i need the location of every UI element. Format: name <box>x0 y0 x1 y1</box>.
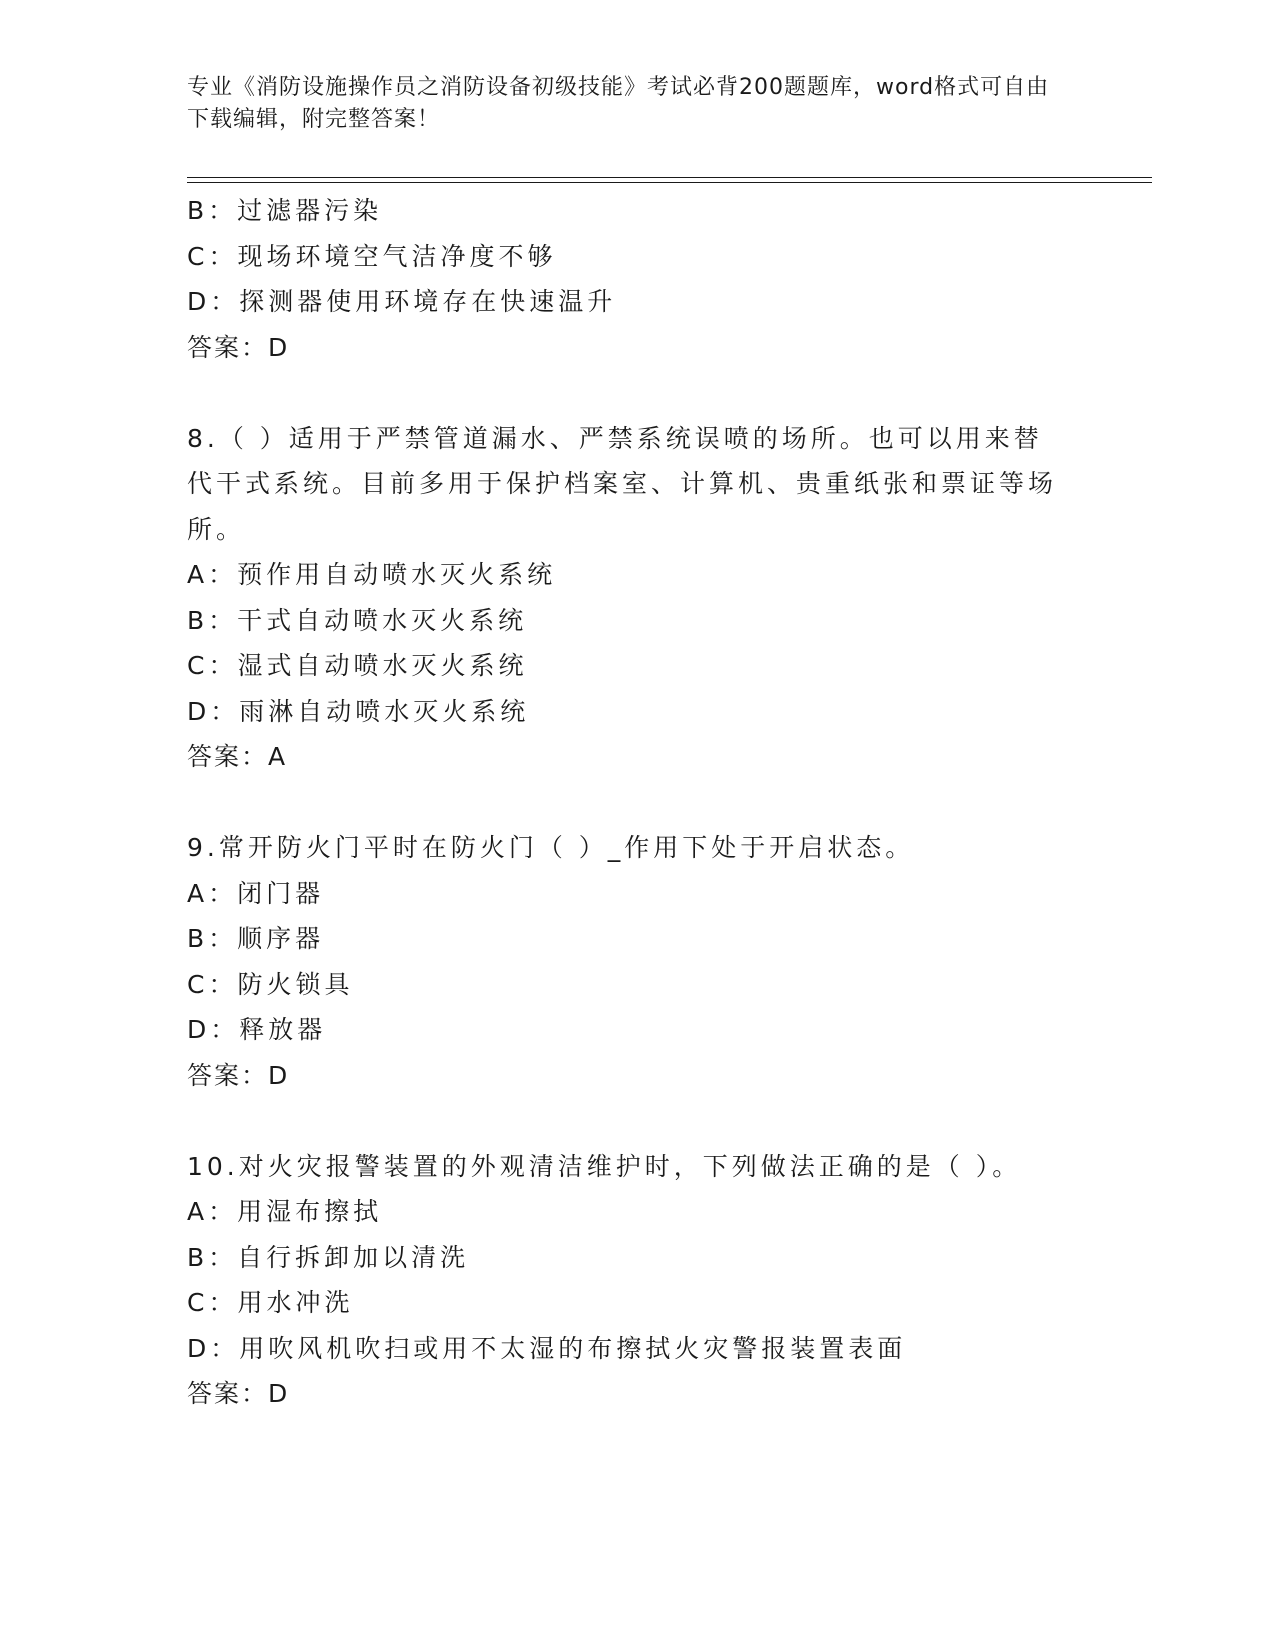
document-body <box>187 188 1067 1417</box>
spacer <box>187 370 1067 416</box>
option-d: D：用吹风机吹扫或用不太湿的布擦拭火灾警报装置表面 <box>187 1333 907 1363</box>
header-divider-top <box>187 177 1152 178</box>
option-b: B：过滤器污染 <box>187 196 383 225</box>
question-text: 10.对火灾报警装置的外观清洁维护时，下列做法正确的是（ ）。 <box>187 1151 1022 1181</box>
document-header: 专业《消防设施操作员之消防设备初级技能》考试必背200题题库，word格式可自由下载编辑，附完整答案！ <box>187 75 1050 132</box>
answer-line: 答案：D <box>187 332 290 362</box>
question-text: 8.（ ）适用于严禁管道漏水、严禁系统误喷的场所。也可以用来替代干式系统。目前多用于保护档案室、计算机、贵重纸张和票证等场所。 <box>187 423 1058 544</box>
option-c: C：湿式自动喷水灭火系统 <box>187 651 528 680</box>
option-a: A：预作用自动喷水灭火系统 <box>187 560 557 589</box>
answer-line: 答案：D <box>187 1379 290 1408</box>
option-d: D：释放器 <box>187 1015 327 1044</box>
option-b: B：顺序器 <box>187 924 325 953</box>
option-b: B：干式自动喷水灭火系统 <box>187 605 528 635</box>
option-c: C：防火锁具 <box>187 969 354 999</box>
answer-line: 答案：D <box>187 1060 290 1090</box>
option-c: C：用水冲洗 <box>187 1288 354 1317</box>
option-d: D：探测器使用环境存在快速温升 <box>187 287 617 316</box>
header-divider-bottom <box>187 182 1152 183</box>
spacer <box>187 1098 1067 1144</box>
option-a: A：闭门器 <box>187 878 325 908</box>
answer-line: 答案：A <box>187 742 288 771</box>
option-d: D：雨淋自动喷水灭火系统 <box>187 696 530 726</box>
question-block-continued <box>187 188 1067 370</box>
question-text: 9.常开防火门平时在防火门（ ）_作用下处于开启状态。 <box>187 833 915 862</box>
question-block-10 <box>187 1144 1067 1417</box>
question-block-8 <box>187 416 1067 780</box>
spacer <box>187 780 1067 826</box>
question-block-9 <box>187 825 1067 1098</box>
option-c: C：现场环境空气洁净度不够 <box>187 241 557 271</box>
option-a: A：用湿布擦拭 <box>187 1197 383 1226</box>
option-b: B：自行拆卸加以清洗 <box>187 1242 470 1272</box>
